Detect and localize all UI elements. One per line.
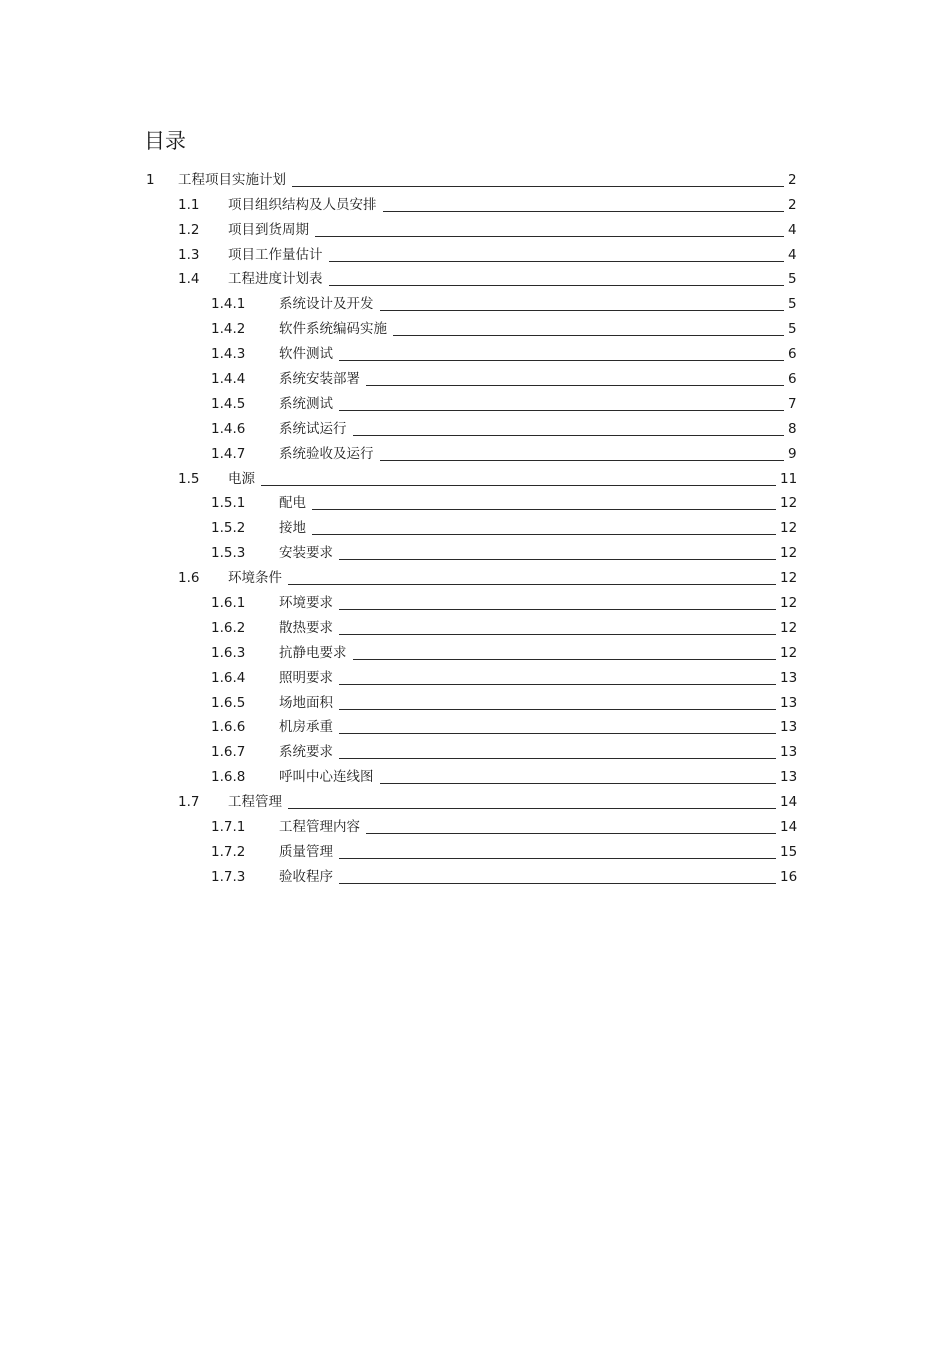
toc-entry-title: 散热要求 [279,619,333,636]
toc-entry-page: 12 [780,644,798,661]
toc-entry[interactable] [0,292,950,317]
toc-list [0,168,950,890]
toc-entry-number: 1.4.2 [211,321,246,338]
toc-entry[interactable] [0,417,950,442]
toc-entry-page: 13 [780,694,798,711]
toc-entry-number: 1.6.1 [211,595,246,612]
toc-entry[interactable] [0,865,950,890]
toc-entry-number: 1.3 [178,246,200,263]
toc-entry-title: 质量管理 [279,843,333,860]
toc-leader-line [339,634,776,635]
toc-entry-number: 1 [146,171,155,188]
toc-entry-title: 项目组织结构及人员安排 [228,196,377,213]
toc-entry-number: 1.5.2 [211,520,246,537]
toc-entry-page: 13 [780,669,798,686]
toc-entry-page: 16 [780,868,798,885]
toc-entry-title: 配电 [279,495,306,512]
toc-leader-line [380,783,776,784]
toc-entry-number: 1.7.2 [211,843,246,860]
toc-entry-page: 13 [780,744,798,761]
toc-entry-page: 12 [780,495,798,512]
toc-entry[interactable] [0,193,950,218]
toc-entry-number: 1.7 [178,794,200,811]
toc-entry[interactable] [0,367,950,392]
toc-entry-page: 4 [788,221,797,238]
toc-entry-number: 1.7.3 [211,868,246,885]
toc-entry-number: 1.2 [178,221,200,238]
toc-leader-line [339,684,776,685]
toc-entry[interactable] [0,716,950,741]
toc-entry-title: 软件系统编码实施 [279,321,387,338]
toc-entry-page: 13 [780,719,798,736]
toc-entry-page: 12 [780,520,798,537]
toc-entry-title: 工程管理 [228,794,282,811]
toc-entry-title: 系统设计及开发 [279,296,374,313]
toc-entry-number: 1.6.8 [211,769,246,786]
toc-entry[interactable] [0,218,950,243]
toc-entry-page: 7 [788,395,797,412]
toc-leader-line [312,534,776,535]
toc-entry[interactable] [0,666,950,691]
toc-entry[interactable] [0,268,950,293]
toc-entry-number: 1.6.4 [211,669,246,686]
toc-entry-title: 环境条件 [228,570,282,587]
toc-leader-line [339,858,776,859]
toc-title: 目录 [144,129,186,153]
toc-entry-number: 1.1 [178,196,200,213]
toc-entry[interactable] [0,541,950,566]
toc-leader-line [339,360,784,361]
toc-leader-line [353,659,776,660]
toc-leader-line [315,236,784,237]
toc-leader-line [261,485,776,486]
toc-leader-line [288,584,776,585]
toc-leader-line [366,833,776,834]
toc-entry[interactable] [0,342,950,367]
toc-leader-line [393,335,784,336]
toc-entry-number: 1.6.5 [211,694,246,711]
toc-entry-page: 2 [788,196,797,213]
toc-leader-line [288,808,776,809]
toc-entry[interactable] [0,516,950,541]
toc-entry[interactable] [0,840,950,865]
toc-entry-page: 2 [788,171,797,188]
toc-entry-page: 6 [788,346,797,363]
toc-entry[interactable] [0,566,950,591]
toc-leader-line [339,709,776,710]
toc-entry-title: 项目工作量估计 [228,246,323,263]
toc-entry-title: 安装要求 [279,545,333,562]
toc-entry[interactable] [0,641,950,666]
toc-leader-line [380,310,784,311]
toc-entry-title: 场地面积 [279,694,333,711]
toc-entry-title: 系统要求 [279,744,333,761]
toc-leader-line [339,883,776,884]
toc-entry-page: 11 [780,470,798,487]
toc-leader-line [339,733,776,734]
toc-entry-number: 1.4.7 [211,445,246,462]
toc-entry[interactable] [0,691,950,716]
toc-entry-page: 15 [780,843,798,860]
toc-entry-title: 系统试运行 [279,420,347,437]
toc-entry[interactable] [0,392,950,417]
toc-entry-number: 1.4.6 [211,420,246,437]
toc-leader-line [339,559,776,560]
toc-entry-title: 工程进度计划表 [228,271,323,288]
toc-entry-title: 抗静电要求 [279,644,347,661]
toc-entry[interactable] [0,243,950,268]
toc-leader-line [339,609,776,610]
toc-entry-page: 9 [788,445,797,462]
toc-entry[interactable] [0,467,950,492]
toc-leader-line [312,509,776,510]
toc-entry[interactable] [0,616,950,641]
toc-entry[interactable] [0,492,950,517]
toc-entry-number: 1.4.4 [211,371,246,388]
toc-entry-page: 6 [788,371,797,388]
toc-leader-line [329,261,784,262]
toc-entry[interactable] [0,740,950,765]
toc-entry-title: 项目到货周期 [228,221,309,238]
toc-entry-page: 13 [780,769,798,786]
toc-entry-number: 1.6 [178,570,200,587]
toc-entry-page: 14 [780,794,798,811]
toc-entry-number: 1.7.1 [211,819,246,836]
toc-entry-page: 12 [780,570,798,587]
toc-entry-page: 5 [788,271,797,288]
toc-entry[interactable] [0,317,950,342]
toc-entry-title: 系统验收及运行 [279,445,374,462]
toc-entry-title: 系统测试 [279,395,333,412]
toc-entry[interactable] [0,168,950,193]
toc-entry[interactable] [0,790,950,815]
toc-entry-title: 接地 [279,520,306,537]
toc-entry-number: 1.5.3 [211,545,246,562]
toc-entry-title: 电源 [228,470,255,487]
toc-entry-number: 1.4.1 [211,296,246,313]
toc-entry-title: 照明要求 [279,669,333,686]
toc-entry-title: 工程项目实施计划 [178,171,286,188]
toc-leader-line [353,435,784,436]
toc-entry[interactable] [0,591,950,616]
toc-leader-line [380,460,784,461]
toc-entry-page: 14 [780,819,798,836]
toc-entry-number: 1.4.3 [211,346,246,363]
toc-entry-title: 验收程序 [279,868,333,885]
toc-leader-line [339,758,776,759]
toc-entry-number: 1.5.1 [211,495,246,512]
toc-entry-number: 1.4.5 [211,395,246,412]
toc-leader-line [339,410,784,411]
toc-entry-title: 软件测试 [279,346,333,363]
toc-entry-page: 12 [780,595,798,612]
toc-entry-page: 4 [788,246,797,263]
toc-entry-title: 呼叫中心连线图 [279,769,374,786]
toc-entry-page: 12 [780,545,798,562]
toc-leader-line [292,186,784,187]
toc-entry-title: 机房承重 [279,719,333,736]
toc-entry-title: 环境要求 [279,595,333,612]
toc-leader-line [329,285,784,286]
toc-entry-number: 1.6.3 [211,644,246,661]
toc-leader-line [383,211,784,212]
toc-entry-number: 1.4 [178,271,200,288]
toc-leader-line [366,385,784,386]
toc-entry-page: 5 [788,296,797,313]
toc-entry-title: 系统安装部署 [279,371,360,388]
toc-entry-title: 工程管理内容 [279,819,360,836]
toc-entry[interactable] [0,442,950,467]
toc-entry[interactable] [0,815,950,840]
toc-entry-number: 1.6.2 [211,619,246,636]
toc-entry-number: 1.6.6 [211,719,246,736]
toc-entry-number: 1.5 [178,470,200,487]
toc-entry-number: 1.6.7 [211,744,246,761]
toc-entry-page: 12 [780,619,798,636]
toc-entry-page: 8 [788,420,797,437]
toc-entry-page: 5 [788,321,797,338]
toc-entry[interactable] [0,765,950,790]
